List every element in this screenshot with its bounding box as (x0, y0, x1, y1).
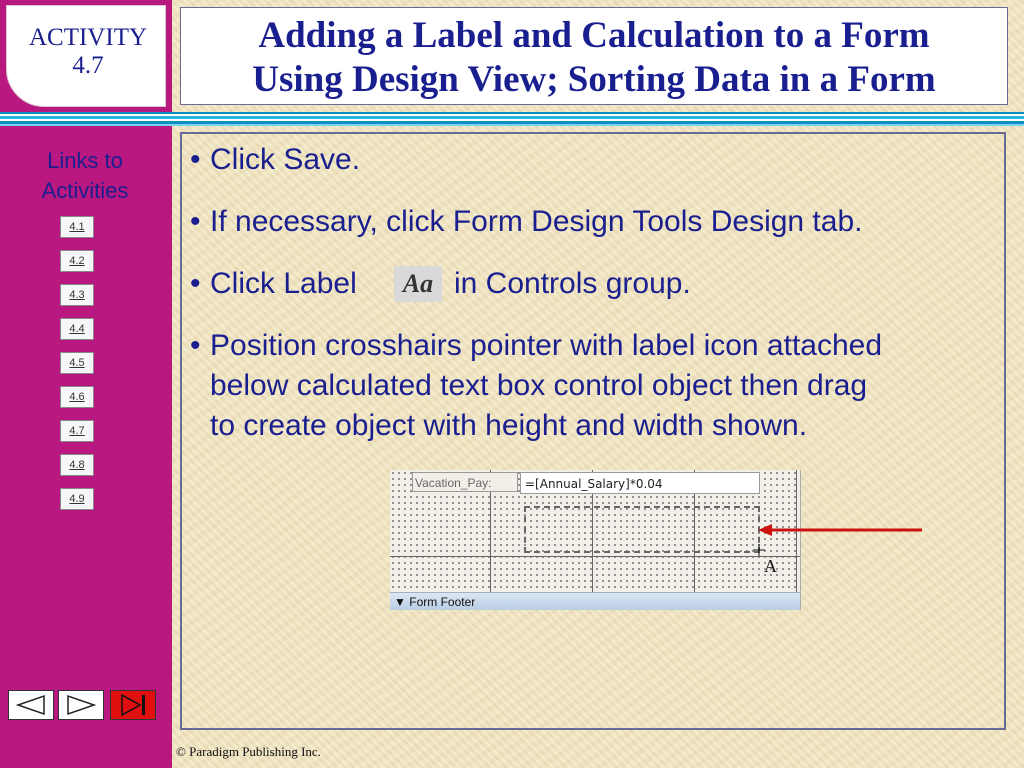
link-activity-4-4[interactable]: 4.4 (60, 318, 94, 340)
svg-text:A: A (764, 556, 777, 576)
triangle-right-icon (64, 694, 98, 716)
label-crosshair-cursor-icon (752, 544, 792, 576)
copyright-notice: © Paradigm Publishing Inc. (176, 744, 321, 759)
page-title: Adding a Label and Calculation to a Form Using Design View; Sorting Data in a Form (252, 15, 936, 100)
links-heading: Links to Activities (41, 148, 129, 203)
calculation-textbox: =[Annual_Salary]*0.04 (520, 472, 760, 494)
label-control-icon: Aa (394, 266, 442, 302)
vacation-pay-label: Vacation_Pay: (412, 472, 518, 492)
link-activity-4-6[interactable]: 4.6 (60, 386, 94, 408)
chevron-down-icon: ▼ (394, 595, 406, 609)
activity-label: ACTIVITY (28, 24, 148, 51)
link-activity-4-1[interactable]: 4.1 (60, 216, 94, 238)
link-activity-4-2[interactable]: 4.2 (60, 250, 94, 272)
pointer-arrow-icon (756, 520, 926, 540)
triangle-left-icon (14, 694, 48, 716)
next-slide-button[interactable] (58, 690, 104, 720)
title-box (180, 7, 1008, 105)
new-label-outline (524, 506, 760, 553)
header-divider (0, 112, 1024, 126)
activity-number: 4.7 (72, 52, 104, 79)
activity-badge (6, 5, 166, 107)
last-slide-button[interactable] (110, 690, 156, 720)
link-activity-4-5[interactable]: 4.5 (60, 352, 94, 374)
link-activity-4-3[interactable]: 4.3 (60, 284, 94, 306)
form-footer-section-bar: ▼ Form Footer (390, 592, 800, 610)
link-activity-4-8[interactable]: 4.8 (60, 454, 94, 476)
link-activity-4-7[interactable]: 4.7 (60, 420, 94, 442)
skip-to-end-icon (116, 693, 150, 717)
previous-slide-button[interactable] (8, 690, 54, 720)
link-activity-4-9[interactable]: 4.9 (60, 488, 94, 510)
